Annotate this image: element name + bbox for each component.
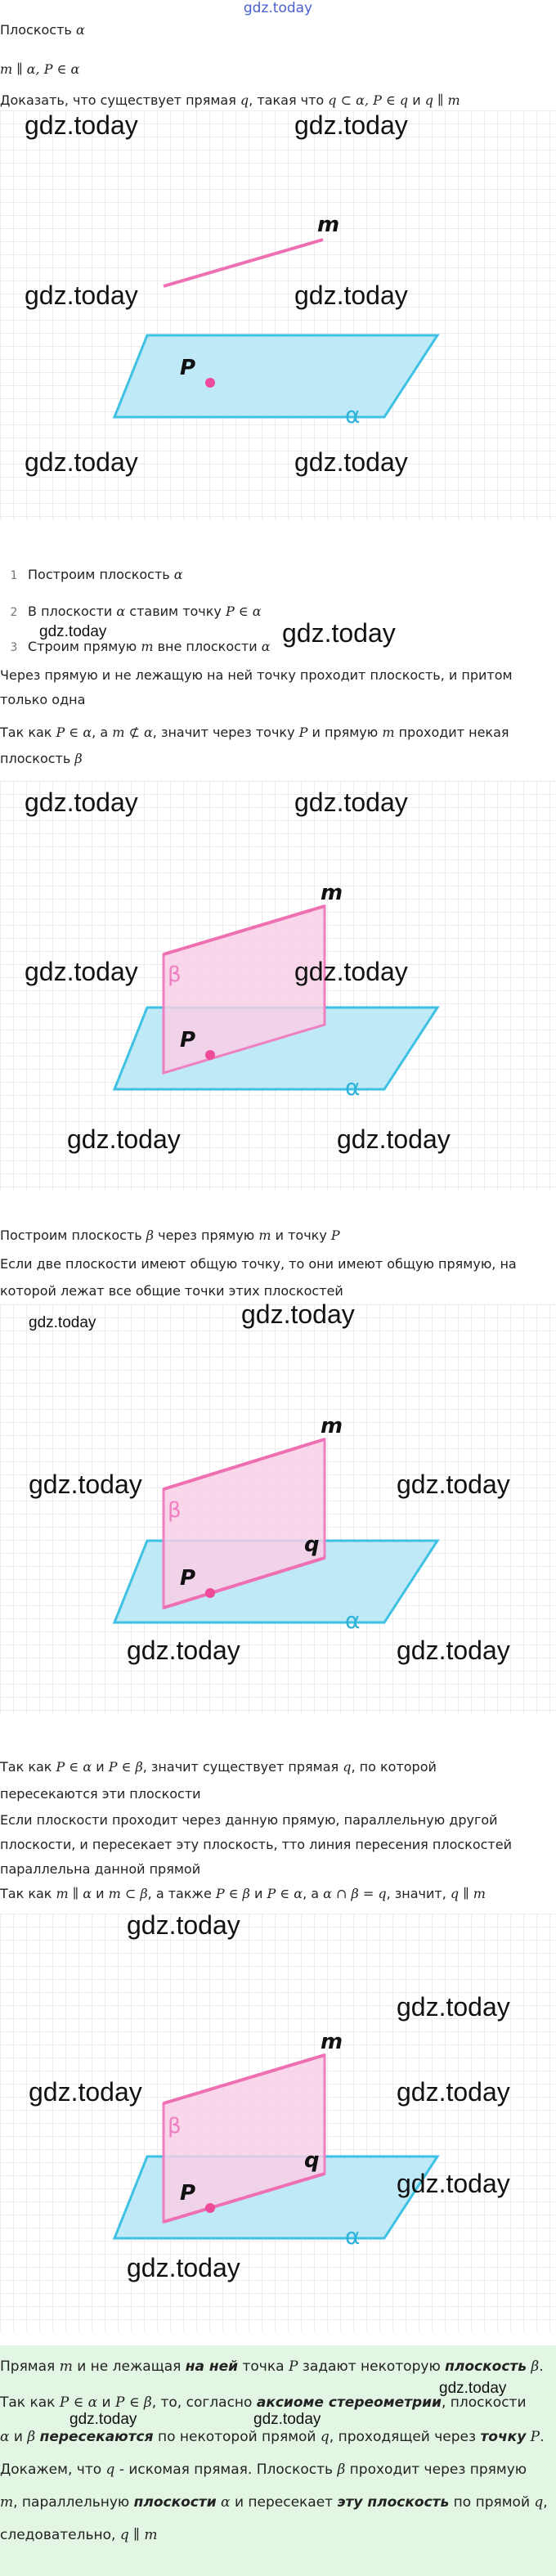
figure-4-drawing <box>0 1914 556 2331</box>
watermark: gdz.today <box>29 1314 96 1331</box>
para1-line2: только одна <box>0 692 86 707</box>
label-p: P <box>180 1566 196 1591</box>
label-m: m <box>321 881 343 905</box>
figure-2 <box>0 781 556 1190</box>
watermark: gdz.today <box>397 1992 510 2022</box>
para1-line3: Так как P ∈ α, а m ⊄ α, значит через точку P и прямую m проходит некая <box>0 725 509 740</box>
figure-3 <box>0 1299 556 1713</box>
watermark: gdz.today <box>337 1124 451 1154</box>
watermark: gdz.today <box>241 1299 355 1329</box>
watermark: gdz.today <box>29 1470 142 1499</box>
watermark: gdz.today <box>39 623 107 640</box>
label-beta: β <box>168 963 182 987</box>
step-3: 3 Строим прямую m вне плоскости α <box>10 639 271 654</box>
watermark: gdz.today <box>25 280 138 310</box>
summary-line4: Докажем, что q - искомая прямая. Плоскость β проходит через прямую <box>0 2462 527 2478</box>
given-condition: m ∥ α, P ∈ α <box>0 61 80 77</box>
label-m: m <box>317 213 340 237</box>
label-m: m <box>321 2030 343 2054</box>
watermark: gdz.today <box>253 2411 321 2428</box>
watermark: gdz.today <box>70 2411 137 2428</box>
para3-line3: Если плоскости проходит через данную прямую, параллельную другой <box>0 1812 498 1828</box>
para1-line4: плоскость β <box>0 751 83 766</box>
watermark: gdz.today <box>29 2077 142 2107</box>
figure-4 <box>0 1910 556 2331</box>
label-alpha: α <box>345 1074 361 1101</box>
watermark: gdz.today <box>294 110 408 140</box>
summary-line2: Так как P ∈ α и P ∈ β, то, согласно аксиоме стереометрии, плоскости <box>0 2394 527 2411</box>
label-q: q <box>304 2148 320 2173</box>
step-1: 1 Построим плоскость α <box>10 567 183 582</box>
label-p: P <box>180 2181 196 2206</box>
para2-line3: которой лежат все общие точки этих плоскостей <box>0 1283 343 1299</box>
step-2: 2 В плоскости α ставим точку P ∈ α <box>10 604 262 619</box>
label-p: P <box>180 1028 196 1052</box>
summary-line5: m, параллельную плоскости α и пересекает эту плоскость по прямой q, <box>0 2494 548 2511</box>
task-statement: Доказать, что существует прямая q, такая что q ⊂ α, P ∈ q и q ∥ m <box>0 92 460 108</box>
para3-line4: плоскости, и пересекает эту плоскость, тто линия пересения плоскостей <box>0 1837 512 1852</box>
watermark: gdz.today <box>127 2253 240 2282</box>
watermark: gdz.today <box>294 280 408 310</box>
given-plane: Плоскость α <box>0 22 85 38</box>
watermark: gdz.today <box>397 2077 510 2107</box>
point-p <box>205 378 215 388</box>
watermark: gdz.today <box>397 1636 510 1665</box>
para1-line1: Через прямую и не лежащую на ней точку проходит плоскость, и притом <box>0 667 513 683</box>
watermark: gdz.today <box>397 1470 510 1499</box>
label-beta: β <box>168 2114 182 2138</box>
watermark: gdz.today <box>25 447 138 477</box>
watermark: gdz.today <box>25 788 138 817</box>
para3-line1: Так как P ∈ α и P ∈ β, значит существует прямая q, по которой <box>0 1759 437 1775</box>
watermark: gdz.today <box>25 957 138 986</box>
label-alpha: α <box>345 1607 361 1634</box>
figure-1 <box>0 110 556 519</box>
para2-line2: Если две плоскости имеют общую точку, то они имеют общую прямую, на <box>0 1256 517 1272</box>
watermark: gdz.today <box>25 110 138 140</box>
summary-line6: следовательно, q ∥ m <box>0 2527 158 2543</box>
summary-line3: α и β пересекаются по некоторой прямой q, проходящей через точку P. <box>0 2429 545 2445</box>
watermark: gdz.today <box>294 957 408 986</box>
watermark: gdz.today <box>67 1124 181 1154</box>
point-p <box>205 1050 215 1060</box>
label-alpha: α <box>345 2223 361 2250</box>
watermark: gdz.today <box>127 1636 240 1665</box>
para2-line1: Построим плоскость β через прямую m и точку P <box>0 1227 340 1243</box>
summary-line1: Прямая m и не лежащая на ней точка P задают некоторую плоскость β. <box>0 2358 544 2375</box>
watermark: gdz.today <box>127 1910 240 1940</box>
watermark: gdz.today <box>397 2169 510 2198</box>
label-p: P <box>180 356 196 380</box>
line-m <box>164 240 323 286</box>
label-q: q <box>304 1533 320 1557</box>
label-m: m <box>321 1414 343 1438</box>
para3-line6: Так как m ∥ α и m ⊂ β, а также P ∈ β и P ∈ α, а α ∩ β = q, значит, q ∥ m <box>0 1886 486 1901</box>
summary-box <box>0 2345 556 2576</box>
para3-line5: параллельна данной прямой <box>0 1861 201 1877</box>
label-alpha: α <box>345 402 361 429</box>
watermark: gdz.today <box>282 618 396 648</box>
point-p <box>205 1588 215 1598</box>
point-p <box>205 2203 215 2213</box>
para3-line2: пересекаются эти плоскости <box>0 1786 201 1802</box>
watermark: gdz.today <box>439 2380 507 2397</box>
header-watermark[interactable]: gdz.today <box>243 0 313 16</box>
alpha-plane <box>114 335 437 417</box>
watermark: gdz.today <box>294 447 408 477</box>
watermark: gdz.today <box>294 788 408 817</box>
label-beta: β <box>168 1498 182 1523</box>
